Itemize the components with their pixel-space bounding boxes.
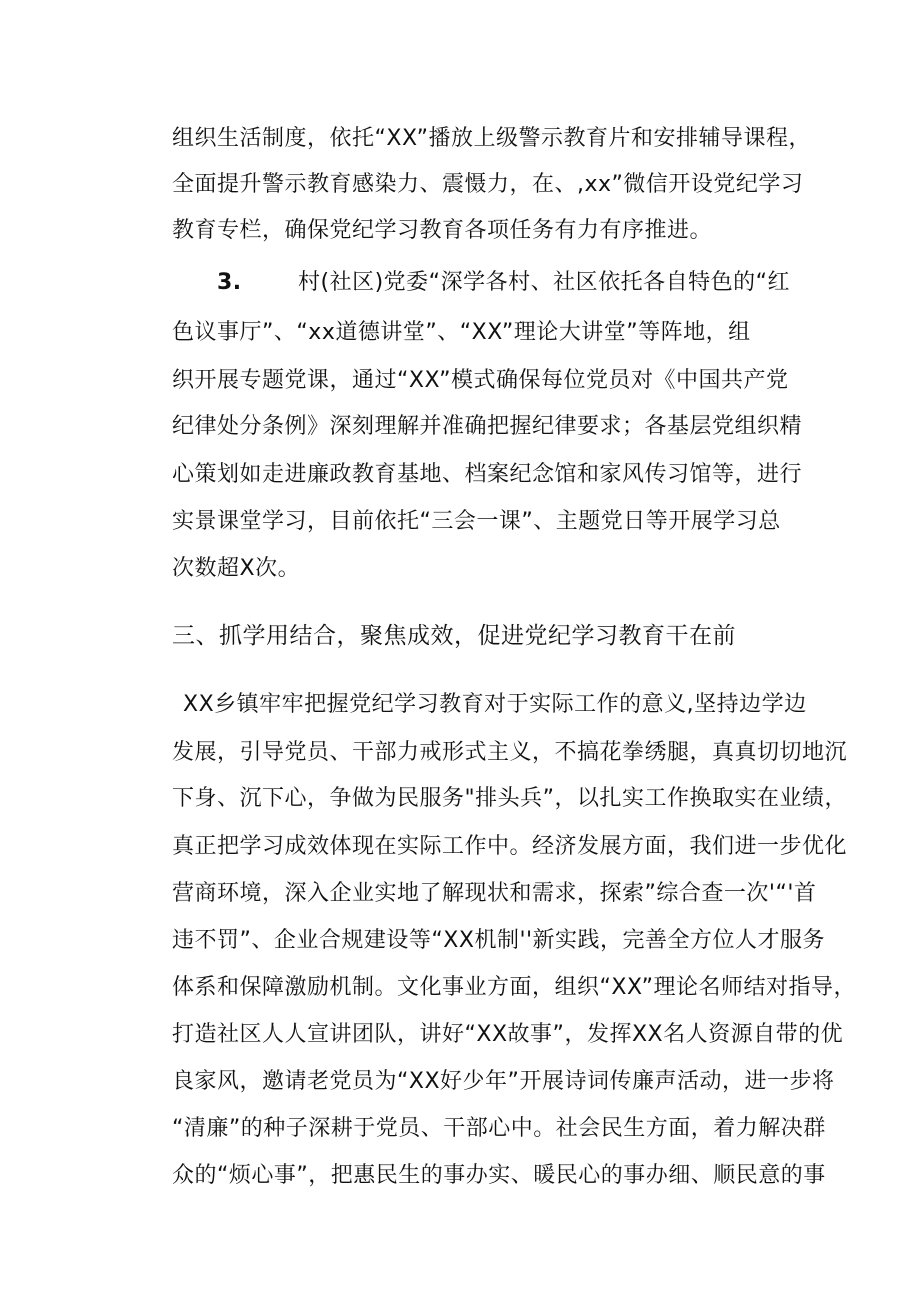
para3-line-5: 营商环境，深入企业实地了解现状和需求，探索”综合查一次'“'首 — [172, 881, 817, 906]
para1-line-3: 教育专栏，确保党纪学习教育各项任务有力有序推进。 — [172, 218, 713, 243]
para2-number: 3. — [217, 270, 242, 295]
para3-line-11: 众的“烦心事”，把惠民生的事办实、暖民心的事办细、顺民意的事 — [172, 1163, 826, 1188]
para2-line-3: 织开展专题党课，通过“XX”模式确保每位党员对《中国共产党 — [172, 368, 789, 393]
para2-line-2: 色议事厅”、“xx道德讲堂”、“XX”理论大讲堂”等阵地，组 — [172, 320, 751, 345]
para3-line-7: 体系和保障激励机制。文化事业方面，组织“XX”理论名师结对指导， — [172, 975, 857, 1000]
section-heading: 三、抓学用结合，聚焦成效，促进党纪学习教育干在前 — [172, 623, 736, 649]
para3-line-1: XX乡镇牢牢把握党纪学习教育对于实际工作的意义,坚持边学边 — [183, 692, 807, 717]
para2-line-4: 纪律处分条例》深刻理解并准确把握纪律要求；各基层党组织精 — [172, 414, 803, 439]
para1-line-2: 全面提升警示教育感染力、震慑力，在、,xx”微信开设党纪学习 — [172, 172, 804, 197]
para3-line-3: 下身、沉下心，争做为民服务"排头兵”，以扎实工作换取实在业绩， — [172, 786, 848, 811]
para2-line-7: 次数超X次。 — [172, 556, 301, 581]
para1-line-1: 组织生活制度，依托“XX”播放上级警示教育片和安排辅导课程， — [172, 126, 812, 151]
para3-line-6: 违不罚”、企业合规建设等“XX机制''新实践，完善全方位人才服务 — [172, 928, 826, 953]
para3-line-4: 真正把学习成效体现在实际工作中。经济发展方面，我们进一步优化 — [172, 834, 848, 859]
para3-line-10: “清廉”的种子深耕于党员、干部心中。社会民生方面，着力解决群 — [172, 1116, 826, 1141]
para3-line-9: 良家风，邀请老党员为“XX好少年”开展诗词传廉声活动，进一步将 — [172, 1069, 835, 1094]
para3-line-8: 打造社区人人宣讲团队，讲好“XX故事”，发挥XX名人资源自带的优 — [172, 1022, 844, 1047]
para2-first-line: 村(社区)党委“深学各村、社区依托各自特色的“红 — [298, 270, 790, 295]
para2-line-5: 心策划如走进廉政教育基地、档案纪念馆和家风传习馆等，进行 — [172, 462, 803, 487]
para2-line-6: 实景课堂学习，目前依托“三会一课”、主题党日等开展学习总 — [172, 509, 781, 534]
para3-line-2: 发展，引导党员、干部力戒形式主义，不搞花拳绣腿，真真切切地沉 — [172, 740, 848, 765]
